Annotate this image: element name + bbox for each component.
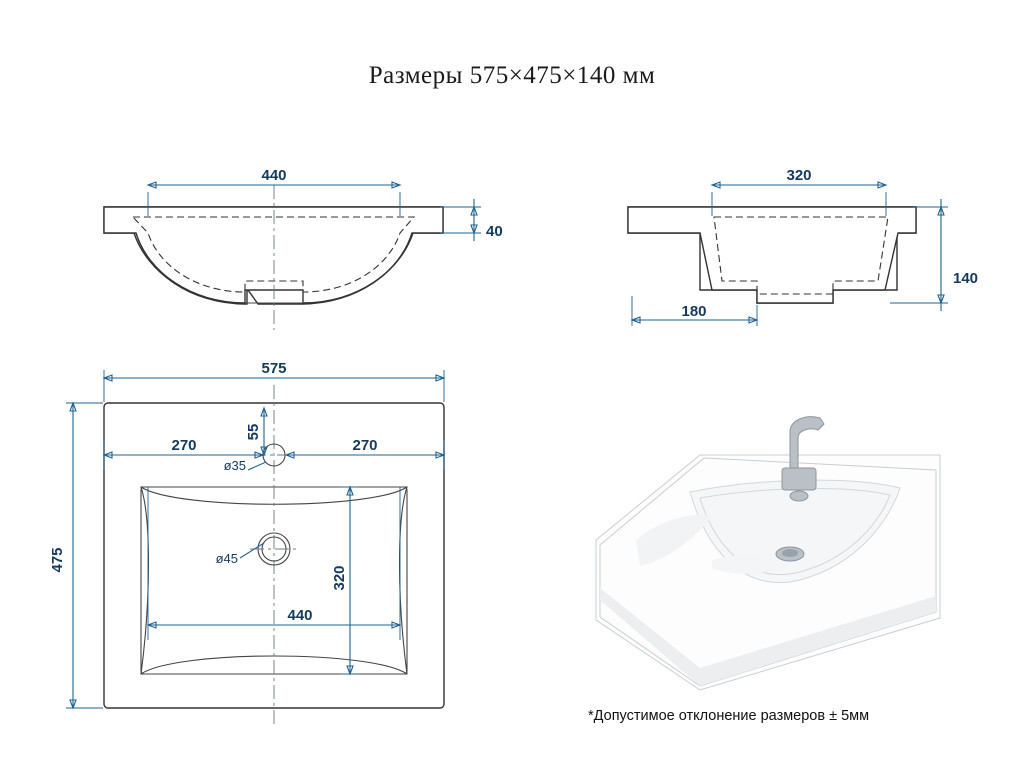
top-view (49, 360, 444, 726)
dim-label-40-front: 40 (486, 223, 503, 240)
dim-label-d35-top: ø35 (223, 458, 246, 473)
dim-label-440-front: 440 (261, 167, 287, 184)
dim-label-180-side: 180 (681, 303, 707, 320)
tolerance-footnote: *Допустимое отклонение размеров ± 5мм (588, 708, 870, 724)
product-photo (596, 417, 940, 690)
dim-label-270-right: 270 (352, 437, 378, 454)
dim-475-top (49, 403, 103, 708)
dim-label-140-side: 140 (953, 270, 979, 287)
dim-label-55-top: 55 (245, 423, 262, 441)
dim-label-270-left: 270 (171, 437, 197, 454)
dim-label-320-top: 320 (331, 565, 348, 591)
page-title: Размеры 575×475×140 мм (368, 62, 656, 89)
dim-label-440-top: 440 (287, 607, 313, 624)
dim-label-475-top: 475 (49, 547, 66, 573)
dim-label-d45-top: ø45 (215, 551, 238, 566)
drain-icon (776, 547, 804, 561)
dim-40-front (440, 199, 503, 241)
dim-label-320-side: 320 (786, 167, 812, 184)
front-section-view (104, 167, 503, 330)
side-section-view (628, 167, 978, 326)
dim-label-575-top: 575 (261, 360, 287, 377)
dim-180-side (632, 296, 757, 326)
